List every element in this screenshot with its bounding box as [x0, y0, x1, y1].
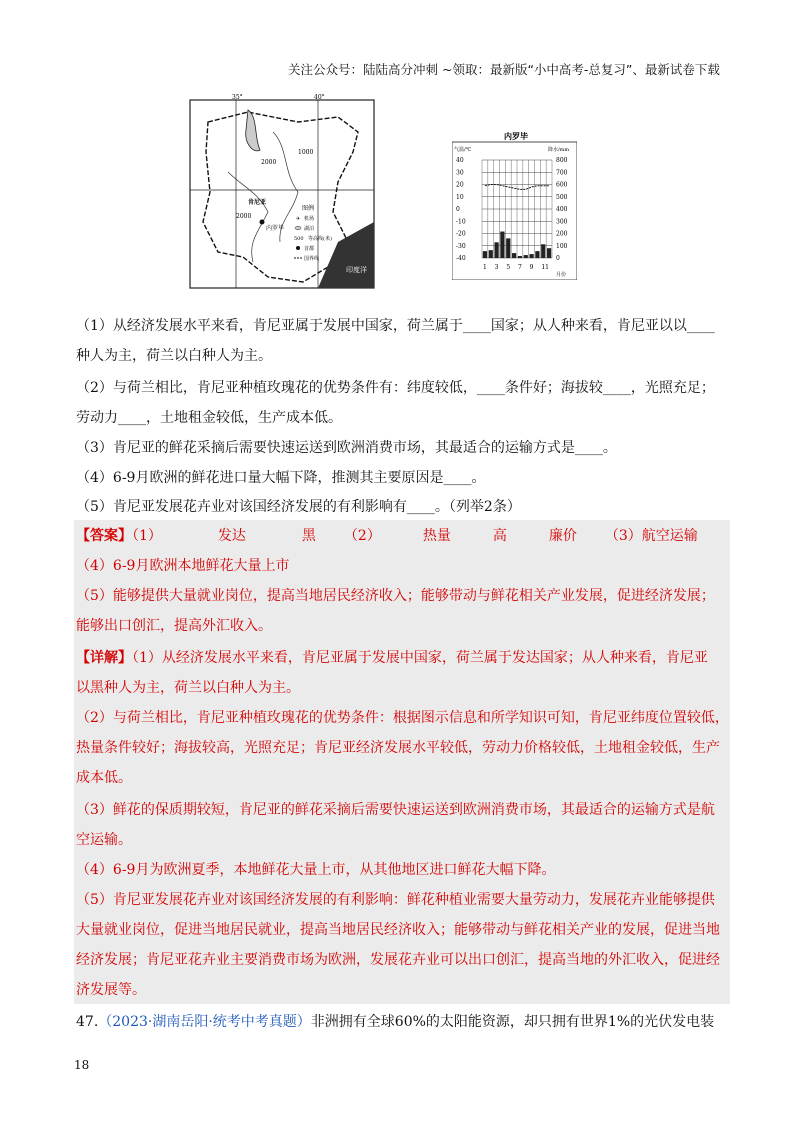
climo-right-tick: 500 [556, 193, 568, 201]
climo-right-unit: 降水/mm [548, 147, 570, 153]
climo-right-tick: 200 [556, 230, 568, 238]
q47-number: 47. [76, 1014, 99, 1030]
precip-bar [547, 248, 551, 258]
kenya-map [188, 92, 376, 290]
legend-title: 图例 [302, 205, 315, 212]
precip-bar [512, 253, 516, 258]
precip-bar [535, 251, 539, 258]
climo-x-tick: 5 [506, 264, 511, 271]
legend-capital: 首都 [304, 246, 315, 252]
climo-right-tick: 300 [556, 218, 568, 226]
climo-right-tick: 600 [556, 181, 568, 189]
capital-label-nairobi: 内罗毕 [266, 225, 285, 232]
legend-contour: 等高线(米) [308, 236, 332, 242]
climo-left-tick: -10 [456, 218, 466, 226]
question-5: （5）肯尼亚发展花卉业对该国经济发展的有利影响有____。（列举2条） [76, 499, 521, 515]
climo-left-tick: 20 [456, 181, 464, 189]
answer-line-4: 能够出口创汇，提高外汇收入。 [76, 618, 272, 634]
nairobi-climograph [452, 130, 577, 280]
precip-bar [494, 242, 498, 258]
svg-text:✈: ✈ [296, 216, 301, 222]
climo-right-tick: 400 [556, 206, 568, 213]
answer-line-1: 【答案】（1） 发达 黑 （2） 热量 高 廉价 （3）航空运输 [76, 528, 698, 544]
answer-tag: 【答案】 [76, 528, 132, 544]
detail-line-4: 热量条件较好；海拔较高，光照充足；肯尼亚经济发展水平较低，劳动力价格较低，土地租金较低，生产 [76, 740, 720, 756]
q47-text: 非洲拥有全球60%的太阳能资源，却只拥有世界1%的光伏发电装 [310, 1014, 715, 1030]
detail-tag: 【详解】 [76, 650, 132, 666]
climo-title: 内罗毕 [504, 131, 528, 141]
precip-bar [483, 251, 487, 258]
detail-line-7: 空运输。 [76, 832, 132, 848]
precip-bar [489, 250, 493, 258]
climo-left-tick: 0 [456, 206, 460, 213]
precip-bar [524, 255, 528, 258]
question-1b: 种人为主，荷兰以白种人为主。 [76, 348, 272, 364]
detail-line-12: 济发展等。 [76, 982, 146, 998]
climo-left-tick: 40 [456, 157, 464, 164]
lon-label-40: 40° [314, 94, 325, 101]
detail-line-8: （4）6-9月为欧洲夏季，本地鲜花大量上市，从其他地区进口鲜花大幅下降。 [76, 862, 556, 878]
answer-line-2: （4）6-9月欧洲本地鲜花大量上市 [76, 558, 290, 574]
climo-x-tick: 3 [494, 264, 499, 271]
climo-left-tick: -20 [456, 230, 466, 238]
climo-x-tick: 11 [541, 264, 549, 271]
question-3: （3）肯尼亚的鲜花采摘后需要快速运送到欧洲消费市场，其最适合的运输方式是____。 [76, 440, 617, 456]
legend-lake: 湖泊 [304, 226, 315, 232]
contour-label-2000a: 2000 [261, 159, 277, 166]
detail-line-10: 大量就业岗位，促进当地居民就业，提高当地居民经济收入；能够带动与鲜花相关产业的发展，促进当地 [76, 922, 720, 938]
climo-right-tick: 700 [556, 169, 568, 177]
climo-left-tick: -40 [456, 255, 466, 262]
climo-right-tick: 100 [556, 242, 568, 250]
question-47 [76, 1012, 714, 1032]
precip-bar [541, 244, 545, 258]
question-2b: 劳动力____，土地租金较低，生产成本低。 [76, 410, 342, 426]
answer-line-3: （5）能够提供大量就业岗位，提高当地居民经济收入；能够带动与鲜花相关产业发展，促进经济发展； [76, 588, 715, 604]
precip-bar [500, 232, 504, 258]
contour-label-2000b: 2000 [236, 213, 252, 220]
legend-contour-value: 500 [294, 236, 304, 242]
page-number: 18 [74, 1058, 90, 1072]
climo-x-tick: 9 [529, 264, 534, 271]
detail-line-3: （2）与荷兰相比，肯尼亚种植玫瑰花的优势条件：根据图示信息和所学知识可知，肯尼亚纬度位置较低， [76, 710, 729, 726]
detail-line-2: 以黑种人为主，荷兰以白种人为主。 [76, 680, 300, 696]
climo-right-tick: 800 [556, 157, 568, 164]
detail-line-11: 经济发展；肯尼亚花卉业主要消费市场为欧洲，发展花卉业可以出口创汇，提高当地的外汇收入，促进经 [76, 952, 720, 968]
climo-left-unit: 气温/℃ [454, 147, 472, 153]
climo-x-tick: 1 [483, 264, 487, 271]
legend-airport: 机场 [304, 216, 315, 222]
climo-x-tick: 7 [518, 264, 522, 271]
precip-bar [518, 256, 522, 258]
climo-grid [456, 157, 568, 271]
contour-label-1000: 1000 [298, 149, 314, 156]
question-1a: （1）从经济发展水平来看，肯尼亚属于发展中国家，荷兰属于____国家；从人种来看，肯尼亚以以____ [76, 318, 715, 334]
country-label-kenya: 肯尼亚 [248, 199, 267, 206]
precip-bar [506, 238, 510, 258]
precip-bar [529, 254, 533, 258]
detail-line-6: （3）鲜花的保质期较短，肯尼亚的鲜花采摘后需要快速运送到欧洲消费市场，其最适合的运输方式是航 [76, 802, 715, 818]
climo-left-tick: -30 [456, 242, 466, 250]
climo-left-tick: 10 [456, 193, 464, 201]
detail-line-9: （5）肯尼亚发展花卉业对该国经济发展的有利影响：鲜花种植业需要大量劳动力，发展花卉业能够提供 [76, 892, 715, 908]
detail-line-1: 【详解】（1）从经济发展水平来看，肯尼亚属于发展中国家，荷兰属于发达国家；从人种来看，肯尼亚 [76, 650, 708, 666]
capital-dot [260, 220, 265, 225]
climo-right-tick: 0 [556, 255, 560, 262]
lon-label-35: 35° [232, 94, 243, 101]
detail-line-5: 成本低。 [76, 770, 132, 786]
climo-left-tick: 30 [456, 169, 464, 177]
ocean-label: 印度洋 [346, 266, 367, 274]
climo-x-unit: 月份 [556, 272, 567, 278]
page-header: 关注公众号：陆陆高分冲刺 ~领取：最新版“小中高考-总复习”、最新试卷下载 [288, 62, 720, 77]
q47-source: （2023·湖南岳阳·统考中考真题） [98, 1014, 311, 1030]
question-4: （4）6-9月欧洲的鲜花进口量大幅下降，推测其主要原因是____。 [76, 470, 486, 486]
question-2a: （2）与荷兰相比，肯尼亚种植玫瑰花的优势条件有：纬度较低，____条件好；海拔较____，光照充足； [76, 380, 715, 396]
legend-border: 国界线 [304, 256, 320, 262]
